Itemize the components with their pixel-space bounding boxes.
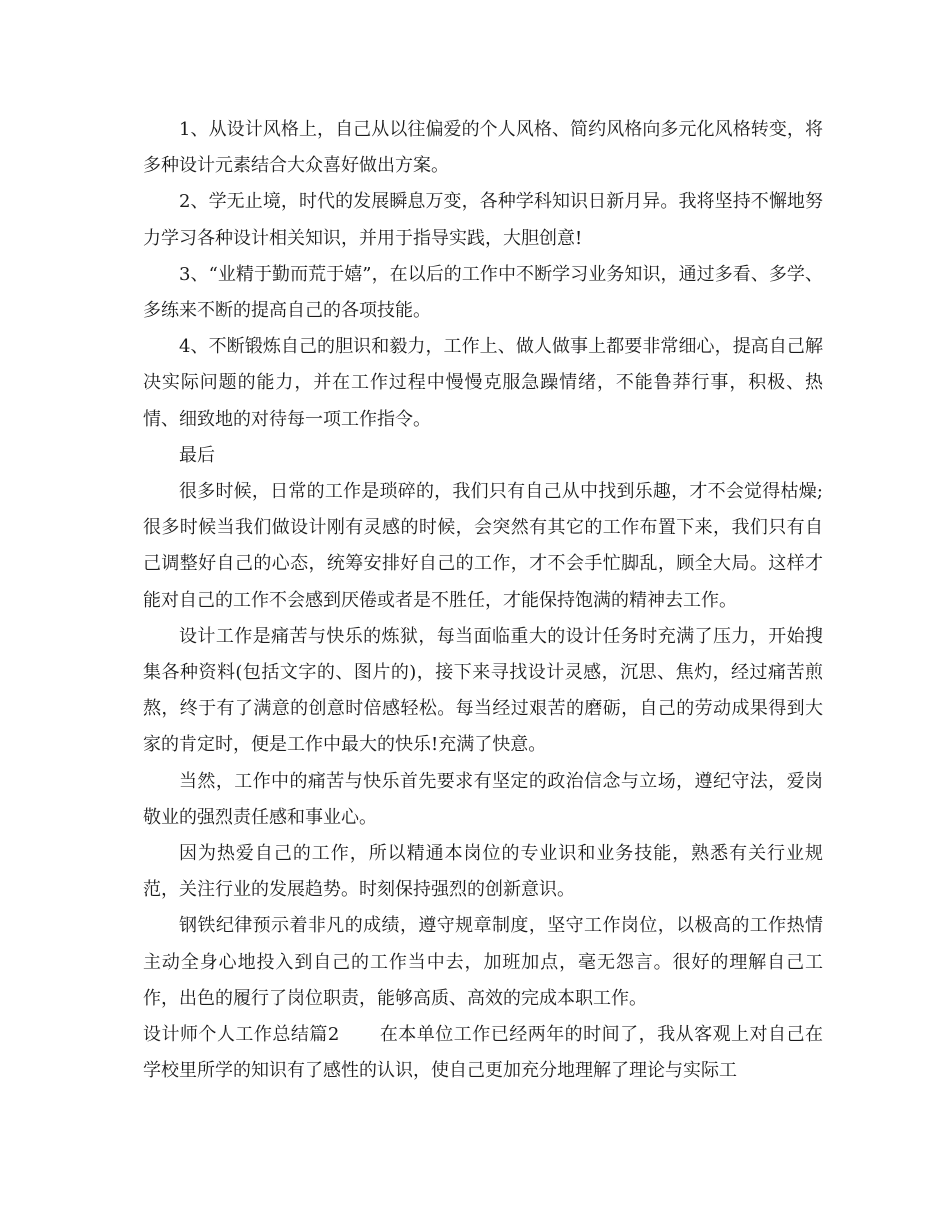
section-2-text: 在本单位工作已经两年的时间了，我从客观上对自己在学校里所学的知识有了感性的认识，使自己更加充分地理解了理论与实际工 [143,1024,824,1082]
paragraph-1: 1、从设计风格上，自己从以往偏爱的个人风格、简约风格向多元化风格转变，将多种设计元素结合大众喜好做出方案。 [143,119,823,177]
paragraph-8: 当然，工作中的痛苦与快乐首先要求有坚定的政治信念与立场，遵纪守法，爱岗敬业的强烈责任感和事业心。 [143,770,823,828]
paragraph-9: 因为热爱自己的工作，所以精通本岗位的专业识和业务技能，熟悉有关行业规范，关注行业的发展趋势。时刻保持强烈的创新意识。 [143,843,823,901]
section-2-paragraph [143,1017,823,1089]
paragraph-10: 钢铁纪律预示着非凡的成绩，遵守规章制度，坚守工作岗位，以极高的工作热情主动全身心地投入到自己的工作当中去，加班加点，毫无怨言。很好的理解自己工作，出色的履行了岗位职责，能够高质、高效的完成本职工作。 [143,915,823,1009]
paragraph-4: 4、不断锻炼自己的胆识和毅力，工作上、做人做事上都要非常细心，提高自己解决实际问题的能力，并在工作过程中慢慢克服急躁情绪，不能鲁莽行事，积极、热情、细致地的对待每一项工作指令。 [143,336,823,430]
paragraph-5: 最后 [179,444,215,466]
document-body [143,112,823,1089]
paragraph-7: 设计工作是痛苦与快乐的炼狱，每当面临重大的设计任务时充满了压力，开始搜集各种资料(包括文字的、图片的)，接下来寻找设计灵感，沉思、焦灼，经过痛苦煎熬，终于有了满意的创意时倍感轻松。每当经过艰苦的磨砺，自己的劳动成果得到大家的肯定时，便是工作中最大的快乐!充满了快意。 [143,625,823,756]
paragraph-6: 很多时候，日常的工作是琐碎的，我们只有自己从中找到乐趣，才不会觉得枯燥;很多时候当我们做设计刚有灵感的时候，会突然有其它的工作布置下来，我们只有自己调整好自己的心态，统筹安排好自己的工作，才不会手忙脚乱，顾全大局。这样才能对自己的工作不会感到厌倦或者是不胜任，才能保持饱满的精神去工作。 [143,481,823,611]
paragraph-2: 2、学无止境，时代的发展瞬息万变，各种学科知识日新月异。我将坚持不懈地努力学习各种设计相关知识，并用于指导实践，大胆创意! [143,191,823,249]
section-2-title: 设计师个人工作总结篇2 [143,1024,340,1046]
paragraph-3: 3、“业精于勤而荒于嬉”，在以后的工作中不断学习业务知识，通过多看、多学、多练来不断的提高自己的各项技能。 [143,263,823,322]
